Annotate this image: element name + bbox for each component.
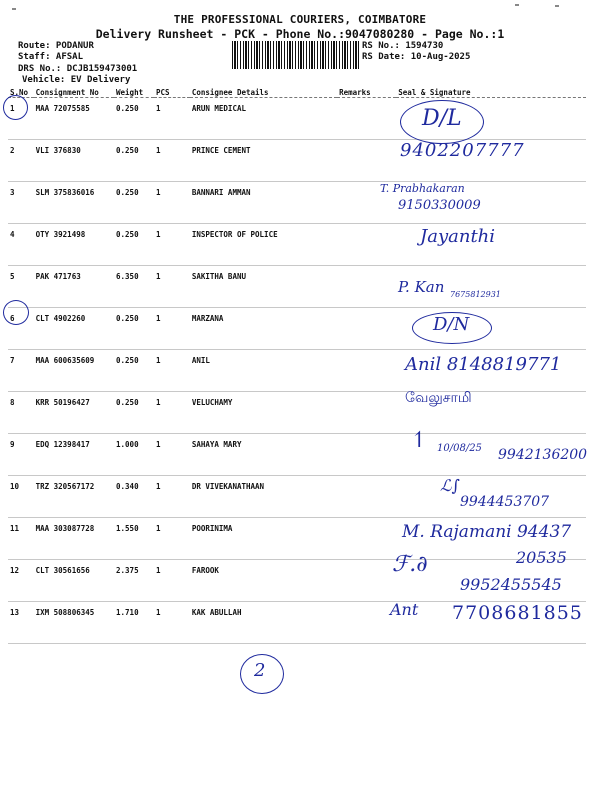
signature-9-mark: ↿ (410, 428, 429, 453)
cell-remarks (337, 560, 396, 602)
cell-sno: 11 (8, 518, 34, 560)
cell-weight: 6.350 (114, 266, 154, 308)
cell-pcs: 1 (154, 308, 190, 350)
scan-speck (555, 5, 559, 7)
cell-consignment: KRR 50196427 (34, 392, 114, 434)
col-pcs: PCS (154, 88, 190, 98)
cell-consignee: KAK ABULLAH (190, 602, 337, 644)
cell-weight: 1.710 (114, 602, 154, 644)
table-row (8, 182, 586, 224)
cell-pcs: 1 (154, 266, 190, 308)
cell-sno: 2 (8, 140, 34, 182)
cell-sno: 9 (8, 434, 34, 476)
col-sno: S.No (8, 88, 34, 98)
col-remarks: Remarks (337, 88, 396, 98)
cell-pcs: 1 (154, 140, 190, 182)
cell-sno: 1 (8, 98, 34, 140)
cell-pcs: 1 (154, 182, 190, 224)
table-header-row (8, 88, 586, 98)
cell-consignee: PRINCE CEMENT (190, 140, 337, 182)
cell-weight: 2.375 (114, 560, 154, 602)
cell-consignment: SLM 375836016 (34, 182, 114, 224)
vehicle-label: Vehicle: EV Delivery (22, 75, 131, 85)
cell-sno: 8 (8, 392, 34, 434)
page-mark: 2 (254, 660, 266, 681)
cell-consignment: OTY 3921498 (34, 224, 114, 266)
cell-pcs: 1 (154, 560, 190, 602)
rs-date: RS Date: 10-Aug-2025 (362, 52, 471, 62)
cell-pcs: 1 (154, 392, 190, 434)
cell-consignee: SAHAYA MARY (190, 434, 337, 476)
cell-weight: 1.000 (114, 434, 154, 476)
cell-remarks (337, 350, 396, 392)
cell-weight: 0.250 (114, 140, 154, 182)
cell-consignee: SAKITHA BANU (190, 266, 337, 308)
cell-consignment: VLI 376830 (34, 140, 114, 182)
cell-remarks (337, 308, 396, 350)
cell-sno: 13 (8, 602, 34, 644)
col-consignment: Consignment No (34, 88, 114, 98)
cell-pcs: 1 (154, 476, 190, 518)
barcode (232, 41, 360, 69)
route-label: Route: PODANUR (18, 41, 94, 51)
table-row (8, 308, 586, 350)
signature-5-phone: 7675812931 (450, 290, 501, 299)
cell-consignee: BANNARI AMMAN (190, 182, 337, 224)
col-consignee: Consignee Details (190, 88, 337, 98)
cell-pcs: 1 (154, 518, 190, 560)
signature-9-phone: 9942136200 (498, 447, 588, 463)
cell-sno: 12 (8, 560, 34, 602)
cell-weight: 0.340 (114, 476, 154, 518)
signature-12-mark: ℱ.∂ (392, 552, 428, 577)
signature-3-name: T. Prabhakaran (380, 182, 465, 195)
cell-consignment: CLT 30561656 (34, 560, 114, 602)
signature-8: வேலுசாமி (405, 390, 472, 406)
cell-remarks (337, 98, 396, 140)
signature-6: D/N (433, 314, 470, 335)
signature-11: M. Rajamani 94437 (402, 522, 572, 542)
col-weight: Weight (114, 88, 154, 98)
rs-number: RS No.: 1594730 (362, 41, 444, 51)
cell-consignment: MAA 600635609 (34, 350, 114, 392)
table-row (8, 392, 586, 434)
signature-5: P. Kan (398, 278, 445, 296)
signature-3-phone: 9150330009 (398, 198, 481, 213)
table-row (8, 98, 586, 140)
cell-remarks (337, 518, 396, 560)
staff-label: Staff: AFSAL (18, 52, 84, 62)
circle-mark-1 (3, 95, 28, 120)
cell-sno: 5 (8, 266, 34, 308)
cell-consignment: PAK 471763 (34, 266, 114, 308)
scan-speck (12, 8, 16, 10)
cell-consignment: TRZ 320567172 (34, 476, 114, 518)
cell-consignee: POORINIMA (190, 518, 337, 560)
cell-weight: 0.250 (114, 392, 154, 434)
cell-remarks (337, 476, 396, 518)
cell-consignee: MARZANA (190, 308, 337, 350)
scan-speck (515, 4, 519, 6)
cell-weight: 0.250 (114, 308, 154, 350)
cell-consignment: IXM 508806345 (34, 602, 114, 644)
cell-remarks (337, 224, 396, 266)
cell-pcs: 1 (154, 434, 190, 476)
cell-weight: 0.250 (114, 182, 154, 224)
signature-1: D/L (422, 106, 462, 131)
cell-pcs: 1 (154, 602, 190, 644)
cell-weight: 0.250 (114, 98, 154, 140)
cell-sno: 4 (8, 224, 34, 266)
cell-pcs: 1 (154, 224, 190, 266)
signature-12: 20535 (516, 548, 567, 567)
cell-sno: 6 (8, 308, 34, 350)
cell-consignee: ARUN MEDICAL (190, 98, 337, 140)
cell-weight: 1.550 (114, 518, 154, 560)
cell-remarks (337, 392, 396, 434)
signature-13-mark: Ant (390, 600, 419, 619)
cell-consignment: MAA 303087728 (34, 518, 114, 560)
signature-12-phone: 9952455545 (460, 575, 562, 594)
cell-consignee: VELUCHAMY (190, 392, 337, 434)
cell-remarks (337, 602, 396, 644)
cell-remarks (337, 140, 396, 182)
signature-2: 9402207777 (400, 140, 525, 161)
signature-4: Jayanthi (420, 226, 496, 247)
cell-consignment: EDQ 12398417 (34, 434, 114, 476)
table-row (8, 224, 586, 266)
cell-weight: 0.250 (114, 350, 154, 392)
company-name: THE PROFESSIONAL COURIERS, COIMBATORE (173, 13, 427, 26)
cell-consignment: CLT 4902260 (34, 308, 114, 350)
cell-sno: 10 (8, 476, 34, 518)
circle-mark-6 (3, 300, 29, 325)
cell-remarks (337, 434, 396, 476)
signature-10-mark: ℒ∫ (440, 476, 460, 495)
cell-remarks (337, 266, 396, 308)
cell-consignee: FAROOK (190, 560, 337, 602)
signature-10-phone: 9944453707 (460, 494, 550, 510)
cell-consignment: MAA 72075585 (34, 98, 114, 140)
cell-consignee: ANIL (190, 350, 337, 392)
cell-consignee: INSPECTOR OF POLICE (190, 224, 337, 266)
cell-consignee: DR VIVEKANATHAAN (190, 476, 337, 518)
cell-sno: 7 (8, 350, 34, 392)
drs-number: DRS No.: DCJB159473001 (18, 64, 138, 74)
signature-9-date: 10/08/25 (437, 443, 482, 454)
cell-pcs: 1 (154, 98, 190, 140)
sheet-title: Delivery Runsheet - PCK - Phone No.:9047080280 - Page No.:1 (95, 27, 505, 41)
signature-7: Anil 8148819771 (405, 354, 562, 375)
cell-pcs: 1 (154, 350, 190, 392)
cell-sno: 3 (8, 182, 34, 224)
table-row (8, 266, 586, 308)
signature-13: 7708681855 (452, 602, 583, 624)
col-seal-signature: Seal & Signature (396, 88, 586, 98)
cell-weight: 0.250 (114, 224, 154, 266)
